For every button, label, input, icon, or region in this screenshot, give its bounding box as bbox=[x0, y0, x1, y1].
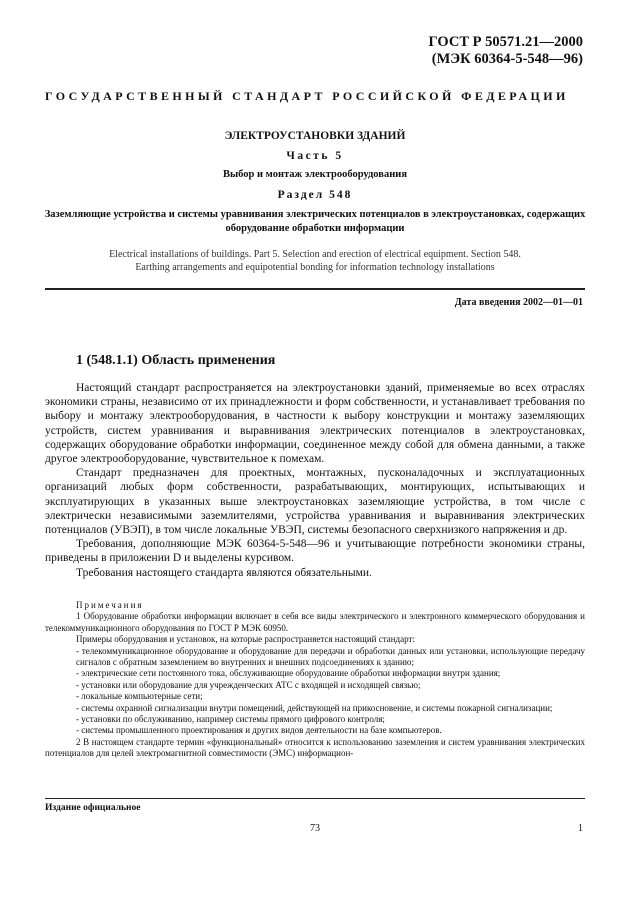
english-title-line1: Electrical installations of buildings. Part 5. Selection and erection of electrical equipment. Section 548. bbox=[109, 249, 521, 260]
paragraph: Стандарт предназначен для проектных, монтажных, пусконаладочных и эксплуатационных организаций любых форм собственности, разрабатывающих, монтирующих, испытывающих и эксплуатирующих в указанных выше электроустановках заземляющие устройства, в том числе с электрически независимыми заземлителями, устройства уравнивания и выравнивания электрических потенциалов (УВЭП), в том числе локальные УВЭП, системы безопасного сверхнизкого напряжения и др. bbox=[45, 467, 585, 537]
list-item: - установки или оборудование для учрежденческих АТС с входящей и исходящей связью; bbox=[76, 679, 421, 690]
sheet-number: 1 bbox=[578, 823, 583, 834]
footer-divider bbox=[45, 798, 585, 799]
list-item: - системы промышленного проектирования и других видов деятельности на базе компьютеров. bbox=[76, 725, 442, 736]
introduction-date: Дата введения 2002—01—01 bbox=[454, 297, 583, 308]
page-number: 73 bbox=[310, 823, 320, 834]
note-1: 1 Оборудование обработки информации включает в себя все виды электрического и электронного коммерческого оборудования и телекоммуникационного оборудования по ГОСТ Р МЭК 60950. bbox=[45, 611, 585, 633]
part-title: Выбор и монтаж электрооборудования bbox=[222, 169, 408, 180]
list-item: - системы охранной сигнализации внутри помещений, действующей на прикосновение, и системы пожарной сигнализации; bbox=[76, 702, 553, 713]
list-item: - установки по обслуживанию, например системы прямого цифрового контроля; bbox=[76, 714, 385, 725]
list-item: - телекоммуникационное оборудование и оборудование для передачи и обработки данных или установки, использующие передачу сигналов с обратным заземлением во внутренних и внешних подсоединениях к зданию; bbox=[76, 645, 585, 668]
list-item: - электрические сети постоянного тока, обслуживающие оборудование обработки информации внутри здания; bbox=[76, 668, 501, 679]
official-edition-label: Издание официальное bbox=[45, 803, 141, 813]
examples-intro: Примеры оборудования и установок, на которые распространяется настоящий стандарт: bbox=[76, 634, 415, 645]
document-title: ЭЛЕКТРОУСТАНОВКИ ЗДАНИЙ bbox=[224, 130, 406, 142]
paragraph: Настоящий стандарт распространяется на электроустановки зданий, применяемые во всех отраслях экономики страны, независимо от их принадлежности и форм собственности, и устанавливает требования по выбору и монтажу электрооборудования, в частности к выбору конструкции и монтажу заземляющих устройств, систем уравнивания и выравнивания электрических потенциалов в электроустановках, содержащих оборудование обработки информации, соединенное между собой для обмена данными, а также другое электрооборудование, чувствительное к помехам. bbox=[45, 382, 585, 466]
english-title bbox=[30, 248, 600, 274]
section-title: Заземляющие устройства и системы уравнивания электрических потенциалов в электроустановках, содержащих оборудование обработки информации bbox=[44, 209, 586, 234]
paragraph: Требования, дополняющие МЭК 60364-5-548—96 и учитывающие потребности экономики страны, приведены в приложении D и выделены курсивом. bbox=[45, 538, 585, 565]
part-label: Часть 5 bbox=[286, 150, 344, 162]
title-divider bbox=[45, 288, 585, 290]
notes-heading: Примечания bbox=[76, 600, 144, 610]
english-title-line2: Earthing arrangements and equipotential bonding for information technology installations bbox=[135, 262, 495, 273]
standard-designation bbox=[429, 34, 583, 68]
gost-number: ГОСТ Р 50571.21—2000 bbox=[428, 34, 583, 50]
body-text bbox=[45, 381, 585, 580]
iec-number: (МЭК 60364-5-548—96) bbox=[431, 51, 583, 67]
section-label: Раздел 548 bbox=[277, 189, 353, 201]
note-2: 2 В настоящем стандарте термин «функциональный» относится к использованию заземления и систем уравнивания электрических потенциалов для целей электромагнитной совместимости (ЭМС) информацион- bbox=[45, 736, 585, 759]
notes-block bbox=[45, 600, 585, 760]
paragraph: Требования настоящего стандарта являются обязательными. bbox=[76, 566, 372, 579]
state-standard-title: ГОСУДАРСТВЕННЫЙ СТАНДАРТ РОССИЙСКОЙ ФЕДЕРАЦИИ bbox=[45, 89, 569, 103]
section-heading: 1 (548.1.1) Область применения bbox=[76, 353, 276, 368]
list-item: - локальные компьютерные сети; bbox=[76, 691, 203, 702]
